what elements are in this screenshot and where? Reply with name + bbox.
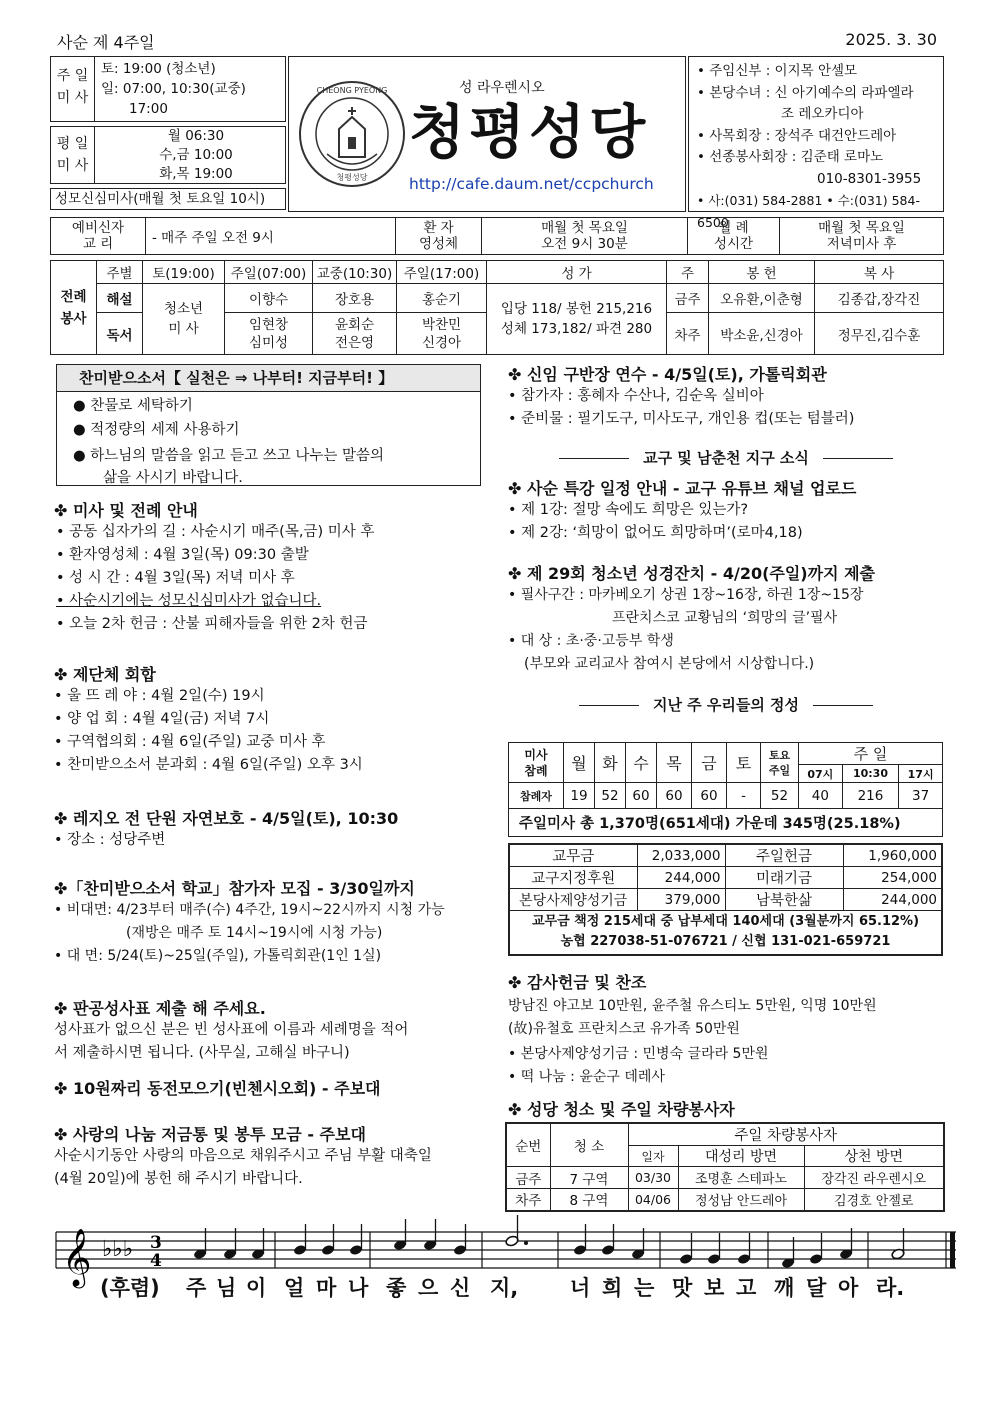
line: • 대 면: 5/24(토)~25일(주일), 가톨릭회관(1인 1실) (54, 948, 382, 964)
sun-mass: 일: 07:00, 10:30(교중) (101, 81, 246, 97)
lyric: 얼 (284, 1276, 305, 1300)
church-seal-icon (297, 79, 407, 189)
lyric: 아 (838, 1276, 859, 1300)
money-val: 254,000 (843, 867, 942, 889)
c7-commentary: 이향수 (225, 283, 313, 312)
line: • 필사구간 : 마카베오기 상권 1장~16장, 하권 1장~15장 (508, 587, 864, 603)
att-head-mass: 미사 참례 (509, 743, 564, 783)
sec-coins-title: ✤ 10원짜리 동전모으기(빈첸시오회) - 주보대 (54, 1079, 381, 1098)
lyric: 깨 (774, 1276, 795, 1300)
sec-groups-title: ✤ 제단체 회합 (54, 665, 156, 684)
holy-hour-time: 매월 첫 목요일 저녁미사 후 (780, 218, 944, 255)
svg-text:청평성당: 청평성당 (336, 173, 368, 182)
att-val: 37 (899, 783, 943, 809)
lyric: 이 (246, 1276, 267, 1300)
schedule-row (50, 217, 944, 255)
top-bar (57, 30, 937, 53)
motto-item-1: ● 찬물로 세탁하기 (73, 398, 193, 414)
col-choir: 성 가 (487, 261, 667, 284)
clean-col-car: 주일 차량봉사자 (628, 1123, 944, 1146)
c10-commentary: 장호용 (313, 283, 397, 312)
clean-cell: 조명훈 스테파노 (678, 1167, 804, 1189)
lyric: 라. (876, 1276, 905, 1300)
staff-phone: 010-8301-3955 (817, 170, 922, 187)
diocese-header-text: 교구 및 남춘천 지구 소식 (643, 449, 809, 467)
att-val: 216 (842, 783, 899, 809)
clean-cell: 03/30 (628, 1167, 678, 1189)
bulletin-date: 2025. 3. 30 (845, 30, 937, 49)
att-val: 60 (626, 783, 657, 809)
line: • 구역협의회 : 4월 6일(주일) 교중 미사 후 (54, 734, 326, 750)
money-val: 244,000 (843, 889, 942, 911)
lyric: 으 (418, 1276, 439, 1300)
sec-lecture-title: ✤ 사순 특강 일정 안내 - 교구 유튜브 채널 업로드 (508, 479, 857, 498)
att-tue: 화 (595, 743, 626, 783)
att-val: 52 (595, 783, 626, 809)
line: 서 제출하시면 됩니다. (사무실, 고해실 바구니) (54, 1045, 350, 1061)
weekday-tue-thu: 화,목 19:00 (159, 166, 233, 182)
line: • 본당사제양성기금 : 민병숙 글라라 5만원 (508, 1046, 769, 1062)
money-val: 1,960,000 (843, 844, 942, 867)
sick-comm-label: 환 자 영성체 (396, 218, 482, 255)
sat-mass: 토: 19:00 (청소년) (101, 61, 216, 77)
church-name: 청평성당 (409, 98, 650, 166)
money-label: 교구지정후원 (509, 867, 637, 889)
diocese-news-header (508, 447, 944, 468)
sunday-label-2: 미 사 (56, 90, 89, 106)
serve-next: 정무진,김수훈 (815, 313, 944, 355)
att-sat: 토 (727, 743, 761, 783)
clean-col-d2: 상천 방면 (804, 1146, 944, 1167)
col-main: 교중(10:30) (313, 261, 397, 284)
offer-this: 오유환,이춘형 (709, 283, 815, 312)
row-reading: 독서 (97, 313, 143, 355)
line: • 제 1강: 절망 속에도 희망은 있는가? (508, 502, 749, 518)
line: • 비대면: 4/23부터 매주(수) 4주간, 19시~22시까지 시청 가능 (54, 902, 445, 918)
row-commentary: 해설 (97, 283, 143, 312)
lyric: 좋 (386, 1276, 407, 1300)
dot (524, 1241, 528, 1245)
sec-thanks-title: ✤ 감사헌금 및 찬조 (508, 973, 647, 992)
line: • 환자영성체 : 4월 3일(목) 09:30 출발 (56, 547, 309, 563)
motto-item-4: 삶을 사시기 바랍니다. (103, 470, 243, 486)
lyric: 고 (736, 1276, 757, 1300)
att-sat-sun: 토요 주일 (761, 743, 799, 783)
sec-legio-title: ✤ 레지오 전 단원 자연보호 - 4/5일(토), 10:30 (54, 809, 399, 828)
line: 성사표가 없으신 분은 빈 성사표에 이름과 세례명을 적어 (54, 1022, 409, 1038)
money-label: 주일헌금 (725, 844, 843, 867)
staff-funeral: • 선종봉사회장 : 김준태 로마노 (697, 149, 884, 165)
clean-cell: 04/06 (628, 1189, 678, 1211)
c17-commentary: 홍순기 (397, 283, 487, 312)
money-label: 교무금 (509, 844, 637, 867)
lyric-refrain: (후렴) (100, 1276, 160, 1300)
liturgy-side-label: 전례 봉사 (51, 261, 97, 355)
next-week: 차주 (667, 313, 709, 355)
att-val: 60 (657, 783, 692, 809)
col-sun17: 주일(17:00) (397, 261, 487, 284)
clean-cell: 금주 (506, 1167, 550, 1189)
sec-training-title: ✤ 신임 구반장 연수 - 4/5일(토), 가톨릭회관 (508, 365, 827, 384)
line: • 사순시기에는 성모신심미사가 없습니다. (56, 593, 322, 609)
time-sig-bottom: 4 (150, 1251, 162, 1271)
line: • 성 시 간 : 4월 3일(목) 저녁 미사 후 (56, 570, 295, 586)
flat-icon: ♭♭♭ (102, 1237, 134, 1262)
money-label: 미래기금 (725, 867, 843, 889)
clean-col-date: 일자 (628, 1146, 678, 1167)
time-sig-top: 3 (150, 1233, 162, 1253)
c17-reading: 박찬민 신경아 (397, 313, 487, 355)
line: • 찬미받으소서 분과회 : 4월 6일(주일) 오후 3시 (54, 757, 363, 773)
money-table (508, 843, 943, 956)
line: 사순시기동안 사랑의 마음으로 채워주시고 주님 부활 대축일 (54, 1148, 432, 1164)
line: 프란치스코 교황님의 ‘희망의 글’필사 (612, 610, 838, 626)
att-val: 19 (564, 783, 595, 809)
money-val: 379,000 (637, 889, 725, 911)
church-logo-box (288, 56, 686, 212)
youth-mass: 청소년 미 사 (143, 283, 225, 354)
office-phones: • 사:(031) 584-2881 • 수:(031) 584-6500 (697, 193, 920, 230)
serve-this: 김종갑,장각진 (815, 283, 944, 312)
lyric: 달 (806, 1276, 827, 1300)
lyric: 맛 (672, 1276, 693, 1300)
line: • 제 2강: ‘희망이 없어도 희망하며’(로마4,18) (508, 525, 803, 541)
c7-reading: 임현창 심미성 (225, 313, 313, 355)
heart-mass: 성모신심미사(매월 첫 토요일 10시) (50, 188, 286, 210)
att-row-label: 참례자 (509, 783, 564, 809)
lyric: 희 (602, 1276, 623, 1300)
sunday-label: 주 일 (56, 68, 89, 84)
col-sun7: 주일(07:00) (225, 261, 313, 284)
clean-col-order: 순번 (506, 1123, 550, 1167)
line: • 양 업 회 : 4월 4일(금) 저녁 7시 (54, 711, 270, 727)
att-val: 60 (692, 783, 727, 809)
motto-box (56, 364, 481, 486)
weekday-mon: 월 06:30 (167, 128, 225, 144)
line: • 장소 : 성당주변 (54, 832, 166, 848)
att-sun-7: 07시 (799, 765, 843, 783)
church-url[interactable]: http://cafe.daum.net/ccpchurch (409, 175, 654, 193)
line: • 울 뜨 레 야 : 4월 2일(수) 19시 (54, 688, 265, 704)
att-mon: 월 (564, 743, 595, 783)
money-val: 2,033,000 (637, 844, 725, 867)
att-val: 40 (799, 783, 843, 809)
line: (부모와 교리교사 참여시 본당에서 시상합니다.) (524, 656, 815, 672)
sec-sharing-title: ✤ 사랑의 나눔 저금통 및 봉투 모금 - 주보대 (54, 1125, 366, 1144)
line: • 준비물 : 필기도구, 미사도구, 개인용 컵(또는 텀블러) (508, 411, 855, 427)
line: (故)유철호 프란치스코 유가족 50만원 (508, 1021, 740, 1037)
money-label: 본당사제양성기금 (509, 889, 637, 911)
clean-col-d1: 대성리 방면 (678, 1146, 804, 1167)
att-sun-17: 17시 (899, 765, 943, 783)
col-sat: 토(19:00) (143, 261, 225, 284)
liturgical-week: 사순 제 4주일 (57, 33, 155, 52)
lyric: 나 (348, 1276, 369, 1300)
line: • 대 상 : 초·중·고등부 학생 (508, 633, 674, 649)
sick-comm-time: 매월 첫 목요일 오전 9시 30분 (482, 218, 688, 255)
att-sunday: 주 일 (799, 743, 943, 765)
sun-mass-2: 17:00 (129, 101, 168, 117)
attendance-table (508, 742, 943, 837)
att-val: - (727, 783, 761, 809)
svg-text:CHEONG PYEONG: CHEONG PYEONG (316, 86, 388, 95)
att-val: 52 (761, 783, 799, 809)
this-week: 금주 (667, 283, 709, 312)
hymns: 입당 118/ 봉헌 215,216 성체 173,182/ 파견 280 (487, 283, 667, 354)
catechumen-time: - 매주 주일 오전 9시 (146, 218, 396, 255)
line: • 떡 나눔 : 윤순구 데레사 (508, 1069, 665, 1085)
clean-col-clean: 청 소 (550, 1123, 628, 1167)
catechumen-label: 예비신자 교 리 (51, 218, 146, 255)
offering-header-text: 지난 주 우리들의 정성 (652, 696, 800, 714)
clean-cell: 8 구역 (550, 1189, 628, 1211)
col-serve: 복 사 (815, 261, 944, 284)
sec-bible-fest-title: ✤ 제 29회 청소년 성경잔치 - 4/20(주일)까지 제출 (508, 564, 876, 583)
lyric: 보 (704, 1276, 725, 1300)
att-wed: 수 (626, 743, 657, 783)
motto-title: 찬미받으소서【 실천은 ⇒ 나부터! 지금부터! 】 (57, 365, 480, 392)
lyrics (100, 1272, 940, 1302)
att-fri: 금 (692, 743, 727, 783)
lyric: 주 (186, 1276, 207, 1300)
church-patron: 성 라우렌시오 (459, 80, 545, 96)
motto-item-3: ● 하느님의 말씀을 읽고 듣고 쓰고 나누는 말씀의 (73, 448, 385, 464)
money-note: 교무금 책정 215세대 중 납부세대 140세대 (3월분까지 65.12%) 농협 227038-51-076721 / 신협 131-021-659721 (509, 911, 942, 955)
line: 방남진 야고보 10만원, 윤주철 유스티노 5만원, 익명 10만원 (508, 998, 877, 1014)
att-sun-1030: 10:30 (842, 765, 899, 783)
sec-laudato-title: ✤「찬미받으소서 학교」참가자 모집 - 3/30일까지 (54, 879, 415, 898)
lyric: 님 (216, 1276, 237, 1300)
col-week: 주별 (97, 261, 143, 284)
staff-box (688, 56, 944, 230)
col-offer: 봉 헌 (709, 261, 815, 284)
clean-cell: 김경호 안젤로 (804, 1189, 944, 1211)
header (50, 56, 944, 230)
staff-sister-2: 조 레오카디아 (781, 106, 864, 122)
clean-cell: 차주 (506, 1189, 550, 1211)
thanks-section (508, 970, 944, 1120)
money-label: 남북한삶 (725, 889, 843, 911)
offering-header (508, 694, 944, 715)
offer-next: 박소윤,신경아 (709, 313, 815, 355)
lyric: 는 (634, 1276, 655, 1300)
lyric: 마 (316, 1276, 337, 1300)
clean-cell: 정성남 안드레아 (678, 1189, 804, 1211)
left-column (54, 498, 494, 1191)
weekday-label-2: 미 사 (56, 158, 89, 174)
sec-mass-guide-title: ✤ 미사 및 전례 안내 (54, 501, 198, 520)
staff-council: • 사목회장 : 장석주 대건안드레아 (697, 127, 897, 144)
liturgy-table (50, 260, 944, 355)
c10-reading: 윤회순 전은영 (313, 313, 397, 355)
lyric: 신 (450, 1276, 471, 1300)
weekday-label: 평 일 (56, 136, 89, 152)
weekday-mass-box (50, 126, 286, 184)
line: • 오늘 2차 헌금 : 산불 피해자들을 위한 2차 헌금 (56, 616, 368, 632)
treble-clef-icon: 𝄞 (62, 1228, 92, 1286)
clean-table (505, 1122, 945, 1212)
motto-item-2: ● 적정량의 세제 사용하기 (73, 422, 240, 438)
sunday-mass-box (50, 56, 286, 122)
staff-sister: • 본당수녀 : 신 아기예수의 라파엘라 (697, 84, 914, 101)
holy-hour-label: 월 례 성시간 (688, 218, 780, 255)
line: (4월 20일)에 봉헌 해 주시기 바랍니다. (54, 1171, 303, 1187)
right-column (508, 362, 944, 715)
col-week2: 주 (667, 261, 709, 284)
lyric: 지, (490, 1276, 519, 1300)
line: • 참가자 : 홍혜자 수산나, 김순옥 실비아 (508, 388, 764, 404)
weekday-wed-fri: 수,금 10:00 (159, 147, 233, 163)
clean-cell: 7 구역 (550, 1167, 628, 1189)
staff-pastor: • 주임신부 : 이지목 안셀모 (697, 63, 858, 79)
sec-clean-title: ✤ 성당 청소 및 주일 차량봉사자 (508, 1100, 735, 1119)
clean-cell: 장각진 라우렌시오 (804, 1167, 944, 1189)
line: • 공동 십자가의 길 : 사순시기 매주(목,금) 미사 후 (56, 524, 375, 540)
att-thu: 목 (657, 743, 692, 783)
lyric: 너 (570, 1276, 591, 1300)
sec-confession-title: ✤ 판공성사표 제출 해 주세요. (54, 999, 266, 1018)
line: (재방은 매주 토 14시~19시에 시청 가능) (126, 925, 383, 941)
att-total: 주일미사 총 1,370명(651세대) 가운데 345명(25.18%) (509, 809, 943, 837)
money-val: 244,000 (637, 867, 725, 889)
